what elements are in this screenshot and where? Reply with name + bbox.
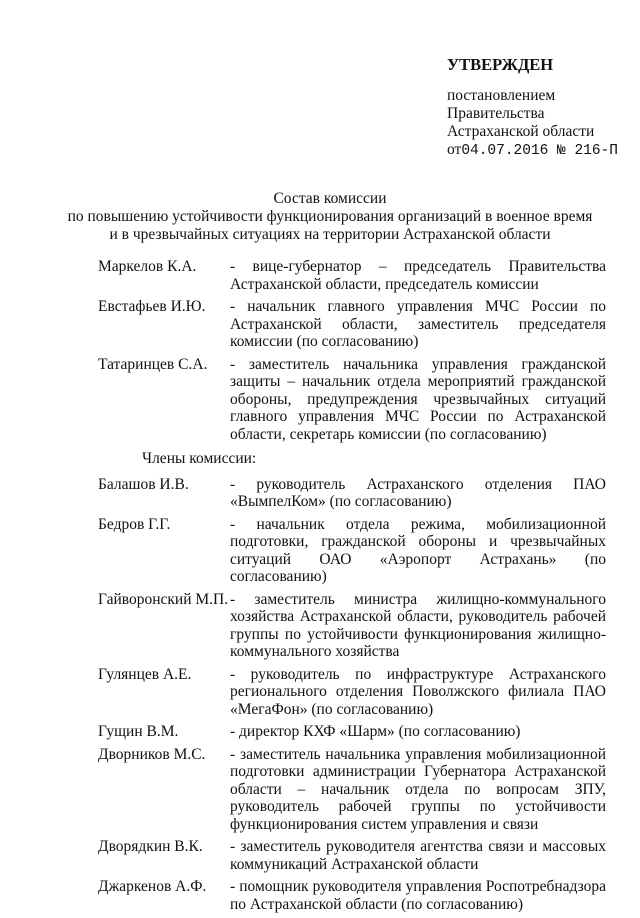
approval-heading: УТВЕРЖДЕН xyxy=(447,55,554,74)
list-item xyxy=(98,723,606,741)
approval-line-4 xyxy=(447,141,632,160)
member-role: - заместитель министра жилищно-коммунального хозяйства Астраханской области, руководитель рабочей группы по устойчивости функционирования жилищно-коммунального хозяйства xyxy=(230,590,606,660)
list-item xyxy=(98,356,606,444)
document-title xyxy=(60,190,600,244)
member-name: Дворников М.С. xyxy=(98,745,206,763)
member-role: - заместитель начальника управления мобилизационной подготовки администрации Губернатора Астраханской области – начальник отдела по вопросам ЗПУ, руководитель рабочей группы по устойчивости функционирования систем управления и связи xyxy=(230,745,606,833)
commission-roster xyxy=(98,258,606,918)
approval-line-1: постановлением xyxy=(447,87,556,104)
list-item xyxy=(98,258,606,293)
decree-number: 04.07.2016 № 216-П xyxy=(461,143,618,159)
member-role: - вице-губернатор – председатель Правительства Астраханской области, председатель комиссии xyxy=(230,258,606,293)
member-role: - начальник главного управления МЧС России по Астраханской области, заместитель председателя комиссии (по согласованию) xyxy=(230,298,606,350)
member-role: - заместитель руководителя агентства связи и массовых коммуникаций Астраханской области xyxy=(230,838,606,873)
title-line-3: и в чрезвычайных ситуациях на территории Астраханской области xyxy=(109,226,551,243)
member-name: Джаркенов А.Ф. xyxy=(98,878,207,895)
members-list xyxy=(98,476,606,914)
approval-line-3: Астраханской области xyxy=(447,123,595,140)
list-item xyxy=(98,476,606,511)
approval-date-prefix: от xyxy=(447,141,462,158)
member-name: Гайворонский М.П. xyxy=(98,590,229,608)
list-item xyxy=(98,298,606,351)
leadership-list xyxy=(98,258,606,443)
member-name: Гущин В.М. xyxy=(98,723,179,740)
members-label: Члены комиссии: xyxy=(142,450,257,467)
member-role: - заместитель начальника управления гражданской защиты – начальник отдела мероприятий гражданской обороны, предупреждения чрезвычайных ситуаций главного управления МЧС России по Астраханской области, секретарь комиссии (по согласованию) xyxy=(230,355,606,443)
member-name: Дворядкин В.К. xyxy=(98,838,203,855)
list-item xyxy=(98,666,606,719)
member-name: Евстафьев И.Ю. xyxy=(98,298,206,315)
member-role: - руководитель Астраханского отделения ПАО «ВымпелКом» (по согласованию) xyxy=(230,475,606,510)
member-name: Бедров Г.Г. xyxy=(98,515,171,533)
approval-stamp xyxy=(447,56,632,160)
member-role: - директор КХФ «Шарм» (по согласованию) xyxy=(230,723,521,740)
title-line-1: Состав комиссии xyxy=(273,190,387,207)
list-item xyxy=(98,878,606,913)
list-item xyxy=(98,746,606,834)
member-name: Маркелов К.А. xyxy=(98,258,197,275)
member-name: Гулянцев А.Е. xyxy=(98,665,192,683)
approval-line-2: Правительства xyxy=(447,105,545,122)
list-item xyxy=(98,591,606,661)
member-role: - начальник отдела режима, мобилизационной подготовки, гражданской обороны и чрезвычайных ситуаций ОАО «Аэропорт Астрахань» (по согласованию) xyxy=(230,515,606,585)
member-name: Татаринцев С.А. xyxy=(98,355,208,373)
list-item xyxy=(98,516,606,586)
title-line-2: по повышению устойчивости функционирования организаций в военное время xyxy=(67,208,593,225)
list-item xyxy=(98,838,606,873)
member-role: - помощник руководителя управления Роспотребнадзора по Астраханской области (по согласованию) xyxy=(230,878,606,913)
member-role: - руководитель по инфраструктуре Астраханского регионального отделения Поволжского филиала ПАО «МегаФон» (по согласованию) xyxy=(230,665,606,718)
member-name: Балашов И.В. xyxy=(98,475,189,493)
